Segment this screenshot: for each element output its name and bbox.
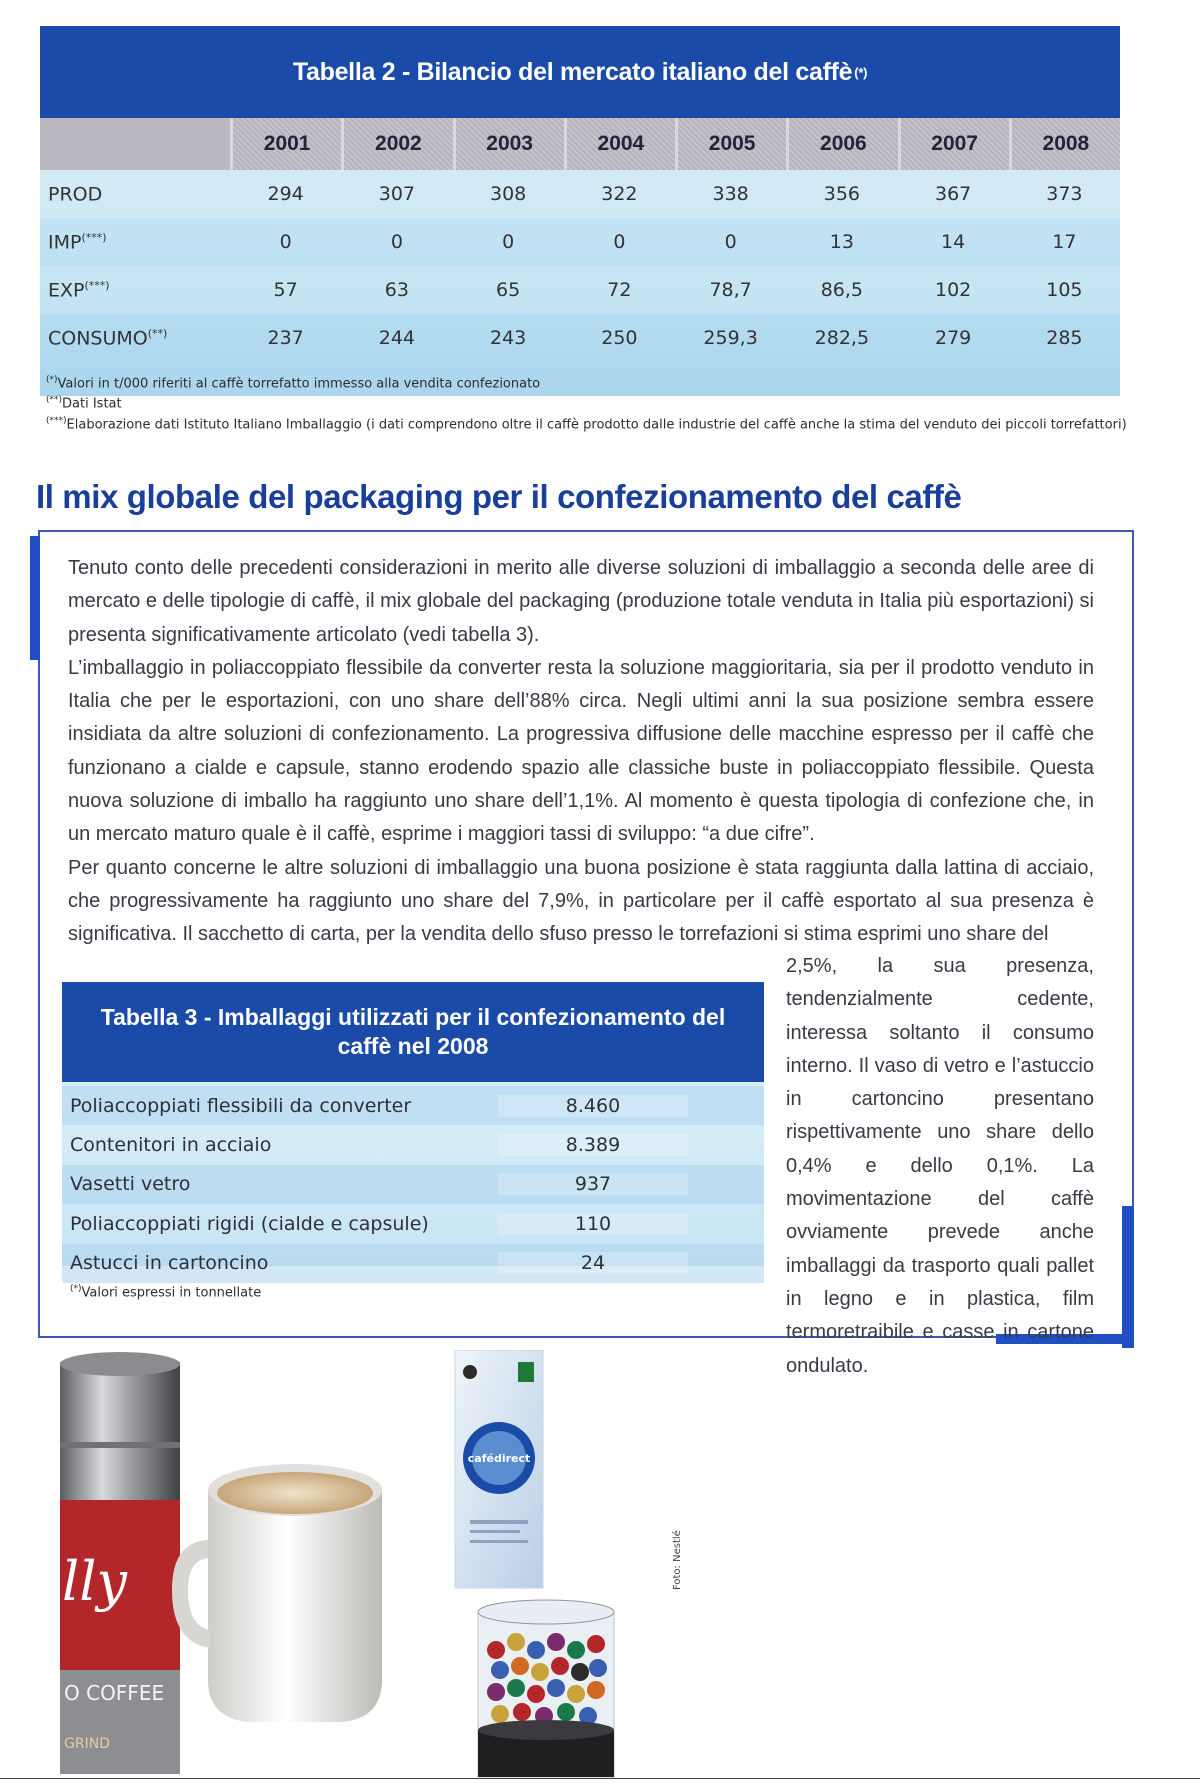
table-2-year-2008: 2008	[1009, 118, 1120, 170]
table-2-body	[40, 170, 1120, 362]
table-cell: 105	[1046, 279, 1083, 301]
row-label-text: EXP	[48, 279, 85, 302]
row-label: Vasetti vetro	[70, 1173, 191, 1196]
table-cell: 259,3	[703, 327, 758, 349]
note-mark: (**)	[46, 395, 63, 406]
paragraph: Per quanto concerne le altre soluzioni di imballaggio una buona posizione è stata raggiunta dalla lattina di acciaio, che progressivamente ha raggiunto uno share del 7,9%, in particolare per il caffè esportato al sua presenza è significativa. Il sacchetto di carta, per la vendita dello sfuso presso le torrefazioni si stima esprimi uno share del	[68, 856, 1094, 946]
table-cell: 0	[502, 231, 515, 253]
table-cell: 322	[601, 183, 638, 205]
row-label: Poliaccoppiati rigidi (cialde e capsule)	[70, 1212, 429, 1235]
article-body	[68, 552, 1094, 952]
note-text: Valori espressi in tonnellate	[81, 1285, 262, 1301]
table-2-note	[46, 392, 1136, 412]
table-3	[62, 982, 764, 1275]
row-label	[40, 183, 230, 205]
coffee-mug-icon	[172, 1464, 382, 1722]
table-3-title-text: Tabella 3 - Imballaggi utilizzati per il confezionamento del caffè nel 2008	[100, 1004, 726, 1059]
coffee-bag-icon	[455, 1350, 543, 1588]
table-row	[40, 170, 1120, 218]
table-3-body	[62, 1086, 764, 1283]
table-2-header-corner	[40, 118, 230, 170]
paragraph: L’imballaggio in poliaccoppiato flessibile da converter resta la soluzione maggioritaria, sia per il prodotto venduto in Italia che per le esportazioni, con uno share dell’88% circa. Negli ultimi anni la sua posizione sembra essere insidiata da altre soluzioni di confezionamento. La progressiva diffusione delle macchine espresso per il caffè che funzionano a cialde e capsule, stanno erodendo spazio alle classiche buste in poliaccoppiato flessibile. Questa nuova soluzione di imballo ha raggiunto uno share dell’1,1%. Al momento è questa tipologia di confezione che, in un mercato maturo quale è il caffè, esprime i maggiori tassi di sviluppo: “a due cifre”.	[68, 656, 1094, 846]
row-label-mark: (***)	[84, 278, 110, 292]
table-2-year-2003: 2003	[453, 118, 564, 170]
table-cell: 307	[378, 183, 415, 205]
table-2	[40, 26, 1120, 396]
table-cell: 65	[496, 279, 521, 301]
capsule-jar-icon	[478, 1600, 614, 1777]
photo-credit: Foto: Nestlé	[672, 1530, 683, 1590]
table-2-note	[46, 413, 1136, 433]
note-text: Dati Istat	[62, 396, 122, 412]
table-row	[62, 1125, 764, 1164]
table-cell: 110	[498, 1213, 688, 1235]
table-2-year-2007: 2007	[898, 118, 1009, 170]
can-brand: lly	[62, 1550, 128, 1613]
table-2-year-2002: 2002	[341, 118, 452, 170]
table-2-title-text: Tabella 2 - Bilancio del mercato italiano del caffè	[292, 57, 853, 86]
section-title: Il mix globale del packaging per il confezionamento del caffè	[36, 478, 962, 515]
coffee-tin-icon	[60, 1352, 180, 1774]
row-label: Contenitori in acciaio	[70, 1134, 272, 1157]
table-cell: 57	[273, 279, 298, 301]
table-row	[62, 1244, 764, 1283]
note-mark: (*)	[46, 375, 58, 385]
table-row	[62, 1086, 764, 1125]
table-2-year-2005: 2005	[675, 118, 786, 170]
note-mark: (***)	[46, 415, 67, 426]
paragraph: 2,5%, la sua presenza, tendenzialmente cedente, interessa soltanto il consumo interno. Il vaso di vetro e l’astuccio in cartoncino presentano rispettivamente uno share dello 0,4% e dello 0,1%. La movimentazione del caffè ovviamente prevede anche imballaggi da trasporto quali pallet in legno e in plastica, film termoretraibile e casse in cartone ondulato.	[786, 955, 1094, 1377]
table-cell: 78,7	[709, 279, 752, 301]
table-cell: 294	[267, 183, 304, 205]
table-2-title	[40, 26, 1120, 118]
table-cell: 282,5	[814, 327, 870, 349]
table-cell: 367	[934, 183, 972, 205]
bag-logo: cafédirect	[467, 1452, 531, 1465]
note-mark: (*)	[70, 1284, 82, 1294]
table-2-header-row	[40, 118, 1120, 170]
table-cell: 243	[489, 327, 527, 349]
frame-accent-right	[1122, 1206, 1134, 1348]
row-label	[40, 279, 230, 301]
row-label: Poliaccoppiati flessibili da converter	[70, 1094, 412, 1117]
table-3-note	[70, 1284, 261, 1300]
table-cell: 102	[934, 279, 972, 301]
table-cell: 8.460	[498, 1095, 688, 1117]
table-cell: 279	[934, 327, 972, 349]
note-text: Elaborazione dati Istituto Italiano Imballaggio (i dati comprendono oltre il caffè prodotto dalle industrie del caffè anche la stima del venduto dei piccoli torrefattori)	[66, 416, 1127, 432]
coffee-packaging-photo	[60, 1350, 700, 1780]
table-cell: 86,5	[820, 279, 864, 301]
frame-accent-left	[30, 536, 40, 660]
table-cell: 17	[1052, 231, 1077, 253]
table-cell: 285	[1046, 327, 1083, 349]
row-label-text: PROD	[48, 183, 103, 206]
table-row	[62, 1204, 764, 1243]
table-cell: 24	[498, 1252, 688, 1274]
paragraph: Tenuto conto delle precedenti considerazioni in merito alle diverse soluzioni di imballaggio a seconda delle aree di mercato e delle tipologie di caffè, il mix globale del packaging (produzione totale venduta in Italia più esportazioni) si presenta significativamente articolato (vedi tabella 3).	[68, 557, 1094, 646]
table-row	[62, 1165, 764, 1204]
table-row	[40, 218, 1120, 266]
row-label-text: IMP	[48, 231, 82, 254]
table-cell: 937	[498, 1173, 688, 1195]
table-row	[40, 266, 1120, 314]
row-label	[40, 231, 230, 253]
table-cell: 356	[823, 183, 860, 205]
table-3-title	[62, 982, 764, 1082]
table-2-title-mark: (*)	[854, 64, 868, 80]
row-label-text: CONSUMO	[48, 327, 148, 350]
row-label: Astucci in cartoncino	[70, 1252, 269, 1275]
table-row	[40, 314, 1120, 362]
table-cell: 14	[941, 231, 966, 253]
note-text: Valori in t/000 riferiti al caffè torrefatto immesso alla vendita confezionato	[57, 376, 541, 392]
table-cell: 8.389	[498, 1134, 688, 1156]
table-cell: 72	[607, 279, 632, 301]
table-2-note	[46, 372, 1136, 392]
table-cell: 237	[267, 327, 304, 349]
can-grind-label: GRIND	[64, 1736, 110, 1752]
table-2-year-2006: 2006	[786, 118, 897, 170]
table-2-year-2004: 2004	[564, 118, 675, 170]
table-cell: 338	[712, 183, 749, 205]
table-cell: 0	[613, 231, 626, 253]
page-bottom-rule	[0, 1778, 1200, 1779]
article-continuation	[786, 950, 1094, 1383]
table-cell: 250	[601, 327, 638, 349]
table-cell: 0	[390, 231, 403, 253]
row-label-mark: (**)	[147, 326, 168, 340]
row-label	[40, 327, 230, 349]
table-cell: 0	[279, 231, 292, 253]
table-2-year-2001: 2001	[230, 118, 341, 170]
row-label-mark: (***)	[81, 230, 107, 244]
table-cell: 373	[1046, 183, 1083, 205]
table-cell: 63	[384, 279, 409, 301]
table-cell: 0	[724, 231, 737, 253]
table-cell: 244	[378, 327, 415, 349]
table-cell: 13	[829, 231, 854, 253]
can-label: O COFFEE	[64, 1681, 165, 1705]
table-cell: 308	[489, 183, 527, 205]
table-2-notes	[46, 372, 1136, 433]
